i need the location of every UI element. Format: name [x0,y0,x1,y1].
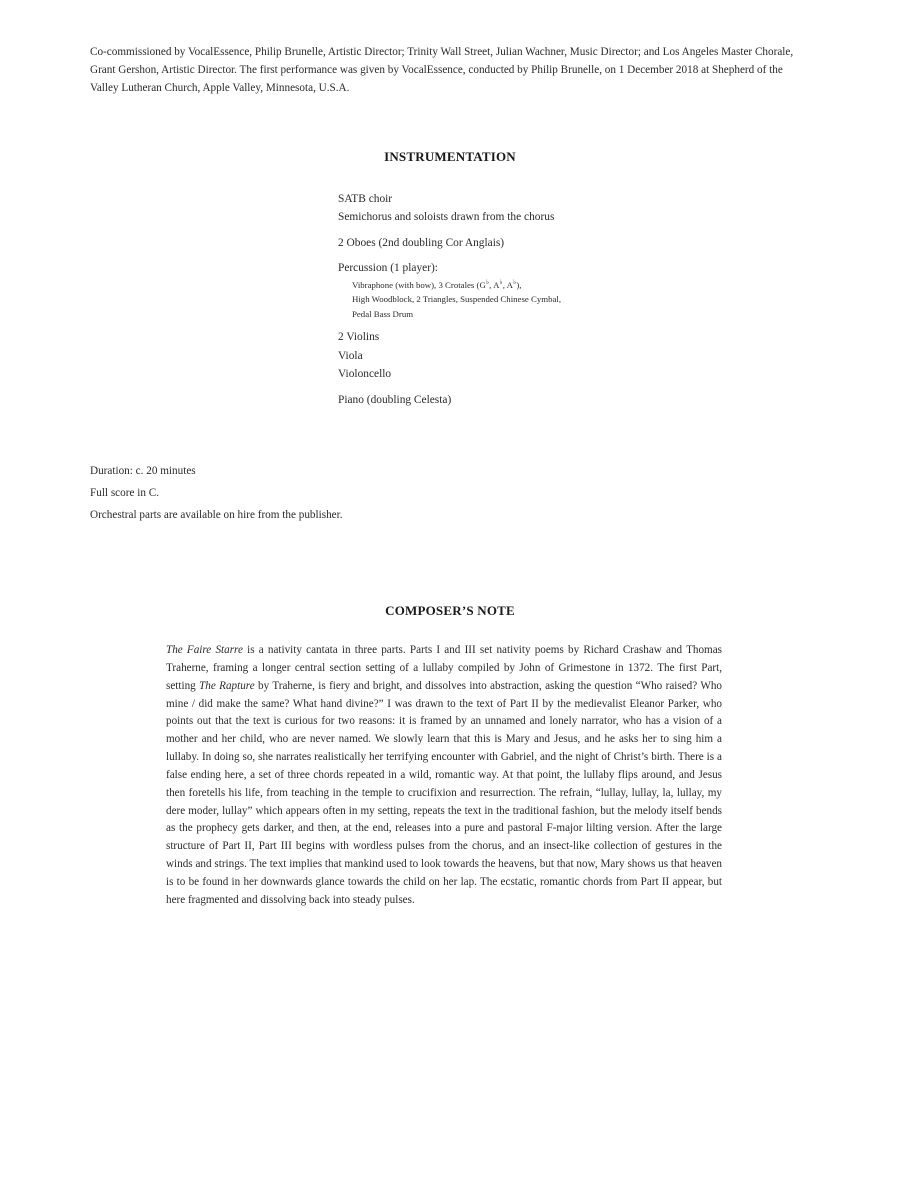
piano-line: Piano (doubling Celesta) [338,393,452,406]
composers-note-paragraph: The Faire Starre is a nativity cantata in three parts. Parts I and III set nativity poems by Richard Crashaw and Thomas Traherne, framing a longer central section setting of a lullaby compiled by John of Grimestone in 1372. The first Part, setting The Rapture by Traherne, is fiery and bright, and dissolves into abstraction, asking the question “Who raised? Who mine / did make the same? What hand divine?” I was drawn to the text of Part II by the medievalist Eleanor Parker, who points out that the text is curious for two reasons: it is framed by an unnamed and lonely narrator, who has a vision of a mother and her child, who are never named. We slowly learn that this is Mary and Jesus, and he asks her to sing him a lullaby. In doing so, she narrates realistically her terrifying encounter with Gabriel, and the night of Christ’s birth. There is a false ending here, a set of three chords repeated in a wild, romantic way. At that point, the lullaby flips around, and Jesus then foretells his life, from teaching in the temple to crucifixion and resurrection. The refrain, “lullay, lullay, la, lullay, my dere moder, lullay” which appears often in my setting, repeats the text in the traditional fashion, but the melody itself bends as the prophecy gets darker, and then, at the end, releases into a pure and pastoral F-major lilting version. After the large structure of Part II, Part III begins with wordless pulses from the chorus, and an insect-like collection of gestures in the winds and strings. The text implies that mankind used to look towards the heavens, but that now, Mary shows us that heaven is to be found in her downwards glance towards the child on her lap. The ecstatic, romantic chords from Part II appear, but here fragmented and dissolving back into steady pulses. [166,644,723,906]
percussion-instruments-line-2: High Woodblock, 2 Triangles, Suspended Chinese Cymbal, [352,294,562,305]
full-score-line: Full score in C. [90,487,159,500]
duration-line: Duration: c. 20 minutes [90,465,196,477]
poem-title: The Rapture [199,679,255,692]
choir-line: SATB choir [338,193,393,205]
percussion-instruments-line-3: Pedal Bass Drum [352,308,414,319]
score-details [90,460,590,527]
viola-line: Viola [338,349,363,362]
instrumentation-list [338,190,668,409]
semichorus-line: Semichorus and soloists drawn from the chorus [338,211,555,224]
composers-note-heading: COMPOSER’S NOTE [385,603,515,618]
orchestral-parts-line: Orchestral parts are available on hire from the publisher. [90,509,343,522]
commission-paragraph: Co-commissioned by VocalEssence, Philip Brunelle, Artistic Director; Trinity Wall Street, Julian Wachner, Music Director; and Los Angeles Master Chorale, Grant Gershon, Artistic Director. The first performance was given by VocalEssence, conducted by Philip Brunelle, on 1 December 2018 at Shepherd of the Valley Lutheran Church, Apple Valley, Minnesota, U.S.A. [90,46,794,94]
instrumentation-heading: INSTRUMENTATION [384,149,516,164]
work-title: The Faire Starre [166,644,243,656]
percussion-label: Percussion (1 player): [338,262,438,275]
oboes-line: 2 Oboes (2nd doubling Cor Anglais) [338,236,505,249]
violins-line: 2 Violins [338,331,380,344]
percussion-instruments-line-1: Vibraphone (with bow), 3 Crotales (G♭, A♭, A♭), [352,277,522,290]
cello-line: Violoncello [338,368,392,381]
